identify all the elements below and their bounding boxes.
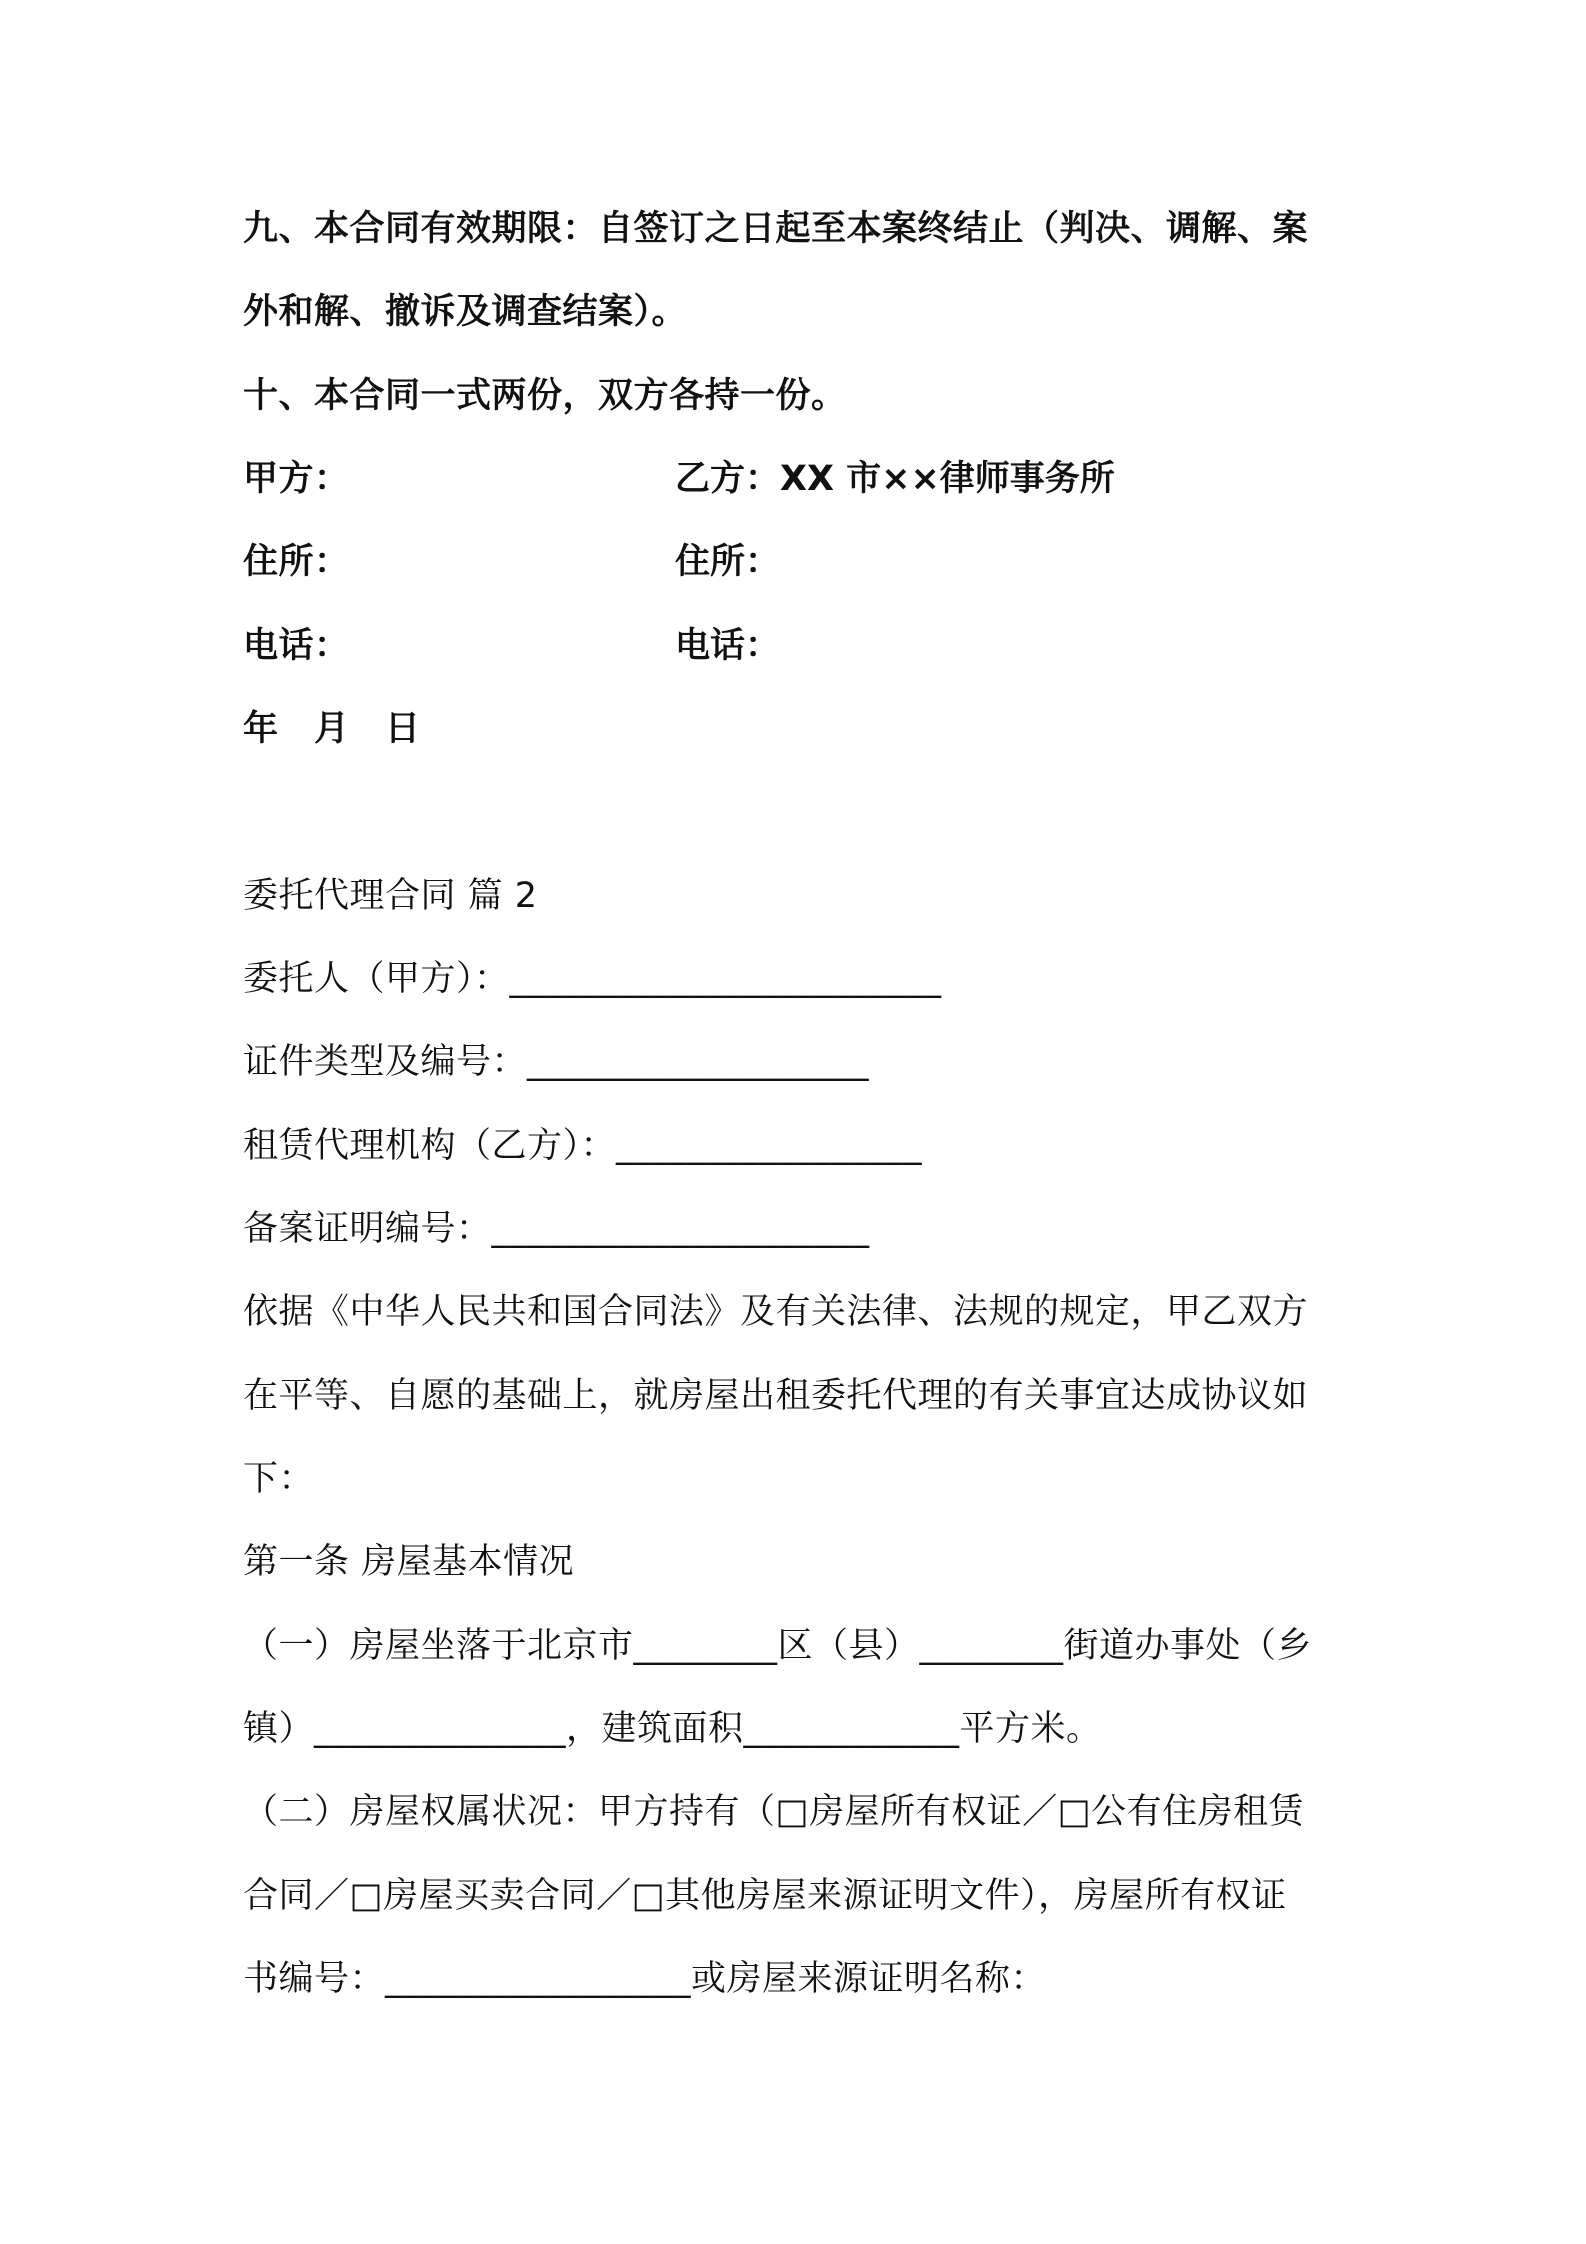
item-2-line-1: （二）房屋权属状况：甲方持有（□房屋所有权证／□公有住房租赁: [243, 1792, 1305, 1832]
article-1-title: 第一条 房屋基本情况: [243, 1542, 575, 1582]
party-a-label: 甲方：: [243, 459, 350, 499]
date-line: 年 月 日: [243, 709, 421, 749]
section-nine-line-1: 九、本合同有效期限：自签订之日起至本案终结止（判决、调解、案: [243, 209, 1309, 249]
contract-2-title: 委托代理合同 篇 2: [243, 876, 538, 916]
item-1-line-1: （一）房屋坐落于北京市________区（县）________街道办事处（乡: [243, 1626, 1313, 1666]
basis-line-1: 依据《中华人民共和国合同法》及有关法律、法规的规定，甲乙双方: [243, 1292, 1309, 1332]
phone-b-label: 电话：: [675, 626, 781, 666]
item-2-line-2: 合同／□房屋买卖合同／□其他房屋来源证明文件），房屋所有权证: [243, 1876, 1287, 1916]
record-number-field: 备案证明编号：_____________________: [243, 1209, 870, 1249]
section-nine-line-2: 外和解、撤诉及调查结案）。: [243, 292, 688, 332]
section-ten: 十、本合同一式两份，双方各持一份。: [243, 376, 847, 416]
party-b-label: 乙方：XX 市××律师事务所: [675, 459, 1115, 499]
item-1-line-2: 镇）______________，建筑面积____________平方米。: [243, 1709, 1102, 1749]
phone-a-label: 电话：: [243, 626, 350, 666]
item-2-line-3: 书编号：_________________或房屋来源证明名称：: [243, 1959, 1047, 1999]
address-b-label: 住所：: [675, 542, 781, 582]
agency-field: 租赁代理机构（乙方）：_________________: [243, 1126, 923, 1166]
address-a-label: 住所：: [243, 542, 350, 582]
basis-line-3: 下：: [243, 1459, 315, 1499]
basis-line-2: 在平等、自愿的基础上，就房屋出租委托代理的有关事宜达成协议如: [243, 1376, 1309, 1416]
client-field: 委托人（甲方）：________________________: [243, 959, 942, 999]
id-type-field: 证件类型及编号：___________________: [243, 1042, 870, 1082]
